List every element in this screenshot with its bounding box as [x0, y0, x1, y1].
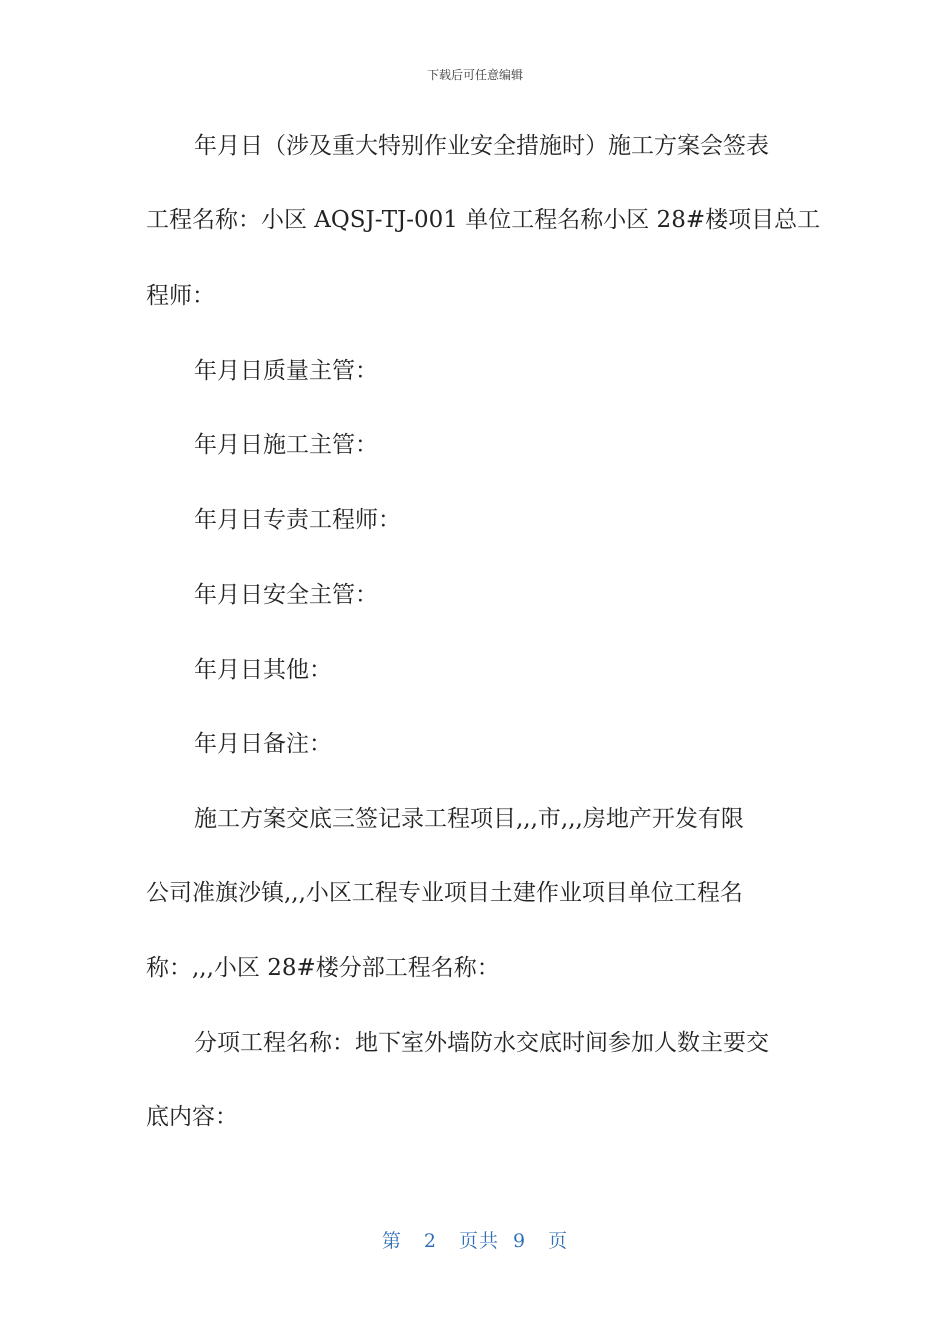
paragraph-line: 底内容： [146, 1104, 238, 1130]
paragraph-line: 工程名称：小区 AQSJ-TJ-001 单位工程名称小区 28#楼项目总工 [146, 207, 821, 233]
paragraph-line: 年月日其他： [194, 657, 332, 683]
paragraph-line: 年月日安全主管： [194, 582, 378, 608]
paragraph-line: 年月日施工主管： [194, 432, 378, 458]
page-suffix: 页 [548, 1230, 569, 1252]
paragraph-line: 施工方案交底三签记录工程项目,,,市,,,房地产开发有限 [194, 806, 744, 832]
paragraph-line: 年月日专责工程师： [194, 507, 401, 533]
current-page: 2 [423, 1230, 437, 1252]
paragraph-line: 称：,,,小区 28#楼分部工程名称： [146, 955, 500, 981]
page-prefix: 第 [381, 1230, 402, 1252]
paragraph-line: 年月日（涉及重大特别作业安全措施时）施工方案会签表 [194, 133, 769, 159]
header-note: 下载后可任意编辑 [426, 68, 523, 82]
paragraph-line: 公司准旗沙镇,,,小区工程专业项目土建作业项目单位工程名 [146, 880, 743, 906]
paragraph-line: 年月日备注： [194, 731, 332, 757]
paragraph-line: 分项工程名称：地下室外墙防水交底时间参加人数主要交 [194, 1030, 769, 1056]
page-middle: 页共 [458, 1230, 499, 1252]
total-pages: 9 [513, 1230, 527, 1252]
page-number-footer [0, 1226, 950, 1253]
paragraph-line: 程师： [146, 283, 215, 309]
paragraph-line: 年月日质量主管： [194, 358, 378, 384]
